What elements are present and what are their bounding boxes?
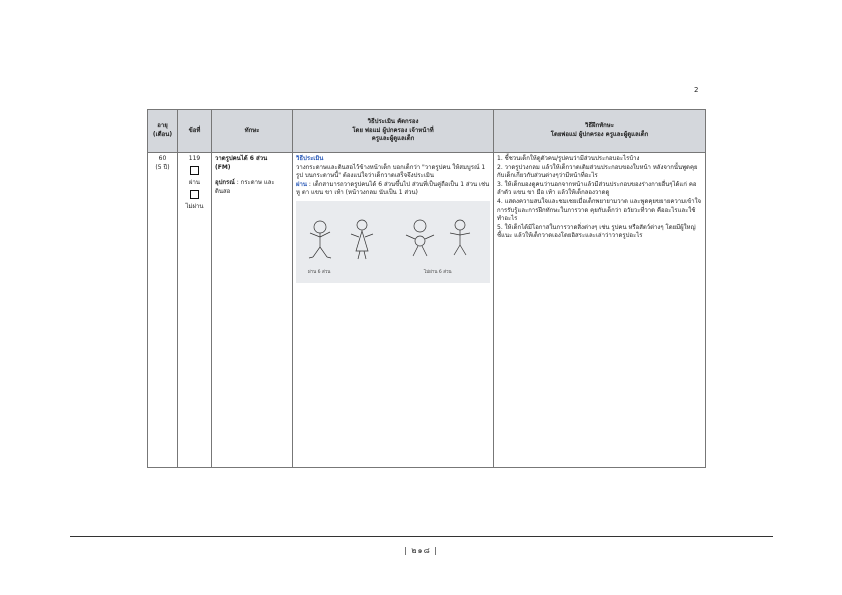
equipment-label: อุปกรณ์ (215, 179, 235, 187)
fail-checkbox[interactable] (190, 190, 199, 199)
training-step: 5. ให้เด็กได้มีโอกาสในการวาดสิ่งต่างๆ เช่น รูปคน หรือสัตว์ต่างๆ โดยมีผู้ใหญ่ชี้แนะ แล้วให้เด็กวาดเองโดยอิสระและเล่าว่าวาดรูปอะไร (497, 223, 696, 240)
training-step: 1. ชี้ชวนเด็กให้ดูตัวคน/รูปคนว่ามีส่วนประกอบอะไรบ้าง (497, 155, 640, 162)
age-months: 60 (158, 155, 167, 162)
pass-criteria (296, 181, 490, 198)
fail-label: ไม่ผ่าน (185, 203, 204, 211)
header-screening (293, 110, 494, 153)
header-skill: ทักษะ (212, 110, 293, 153)
table-row (148, 153, 706, 468)
header-training-line2: โดยพ่อแม่ ผู้ปกครอง ครูและผู้ดูแลเด็ก (550, 131, 649, 138)
training-step: 4. แสดงความสนใจและชมเชยเมื่อเด็กพยายามวาด และพูดคุยขยายความเข้าใจการรับรู้และการฝึกทักษะในการวาด คุยกับเด็กว่า อวัยวะที่วาด คืออะไรและใช้ทำอะไร (497, 197, 702, 223)
header-screening-line1: วิธีประเมิน คัดกรอง (367, 118, 419, 126)
assessment-table (147, 109, 706, 468)
pass-checkbox[interactable] (190, 166, 199, 175)
method-text: วางกระดาษและดินสอไว้ข้างหน้าเด็ก บอกเด็กว่า "วาดรูปคน ให้สมบูรณ์ 1 รูป บนกระดาษนี้" ต้องแน่ใจว่าเด็กวาดเสร็จจึงประเมิน (296, 163, 486, 180)
training-step: 2. วาดรูปวงกลม แล้วให้เด็กวาดเติมส่วนประกอบของใบหน้า หลังจากนั้นพูดคุยกับเด็กเกี่ยวกับส่วนต่างๆว่ามีหน้าที่อะไร (497, 163, 698, 180)
footer-page-number: | ๒๑๘ | (404, 546, 438, 555)
page-number-top: 2 (694, 86, 699, 94)
pass-text: : เด็กสามารถวาดรูปคนได้ 6 ส่วนขึ้นไป ส่วนที่เป็นคู่ถือเป็น 1 ส่วน เช่น หู ตา แขน ขา เท้า (หน้าวงกลม นับเป็น 1 ส่วน) (296, 180, 490, 197)
header-screening-line3: ครูและผู้ดูแลเด็ก (371, 135, 415, 143)
screening-cell (293, 153, 494, 468)
header-training-line1: วิธีฝึกทักษะ (585, 122, 614, 130)
illustration-caption-pass: ผ่าน 6 ส่วน (308, 269, 331, 275)
pass-heading: ผ่าน (296, 180, 307, 188)
training-step: 3. ให้เด็กมองดูคนว่านอกจากหน้าแล้วมีส่วนประกอบของร่างกายอื่นๆได้แก่ คอ ลำตัว แขน ขา มือ เท้า แล้วให้เด็กลองวาดดู (497, 180, 697, 197)
header-training (494, 110, 706, 153)
header-screening-line2: โดย พ่อแม่ ผู้ปกครอง เจ้าหน้าที่ (352, 126, 434, 134)
age-cell (148, 153, 178, 468)
method-heading: วิธีประเมิน (296, 155, 324, 162)
item-cell (178, 153, 212, 468)
skill-code: (FM) (215, 163, 231, 171)
training-cell (494, 153, 706, 468)
footer-divider (70, 536, 773, 537)
equipment (215, 179, 289, 196)
illustration-caption-fail: ไม่ผ่าน 6 ส่วน (424, 269, 452, 275)
skill-cell (212, 153, 293, 468)
age-years: (5 ปี) (155, 163, 170, 171)
header-item: ข้อที่ (178, 110, 212, 153)
item-number: 119 (188, 155, 201, 162)
drawing-illustration (296, 201, 490, 283)
equipment-text: : กระดาษ และดินสอ (215, 179, 275, 195)
skill-name: วาดรูปคนได้ 6 ส่วน (215, 155, 268, 162)
header-age: อายุ (เดือน) (148, 110, 178, 153)
pass-label: ผ่าน (189, 179, 200, 187)
